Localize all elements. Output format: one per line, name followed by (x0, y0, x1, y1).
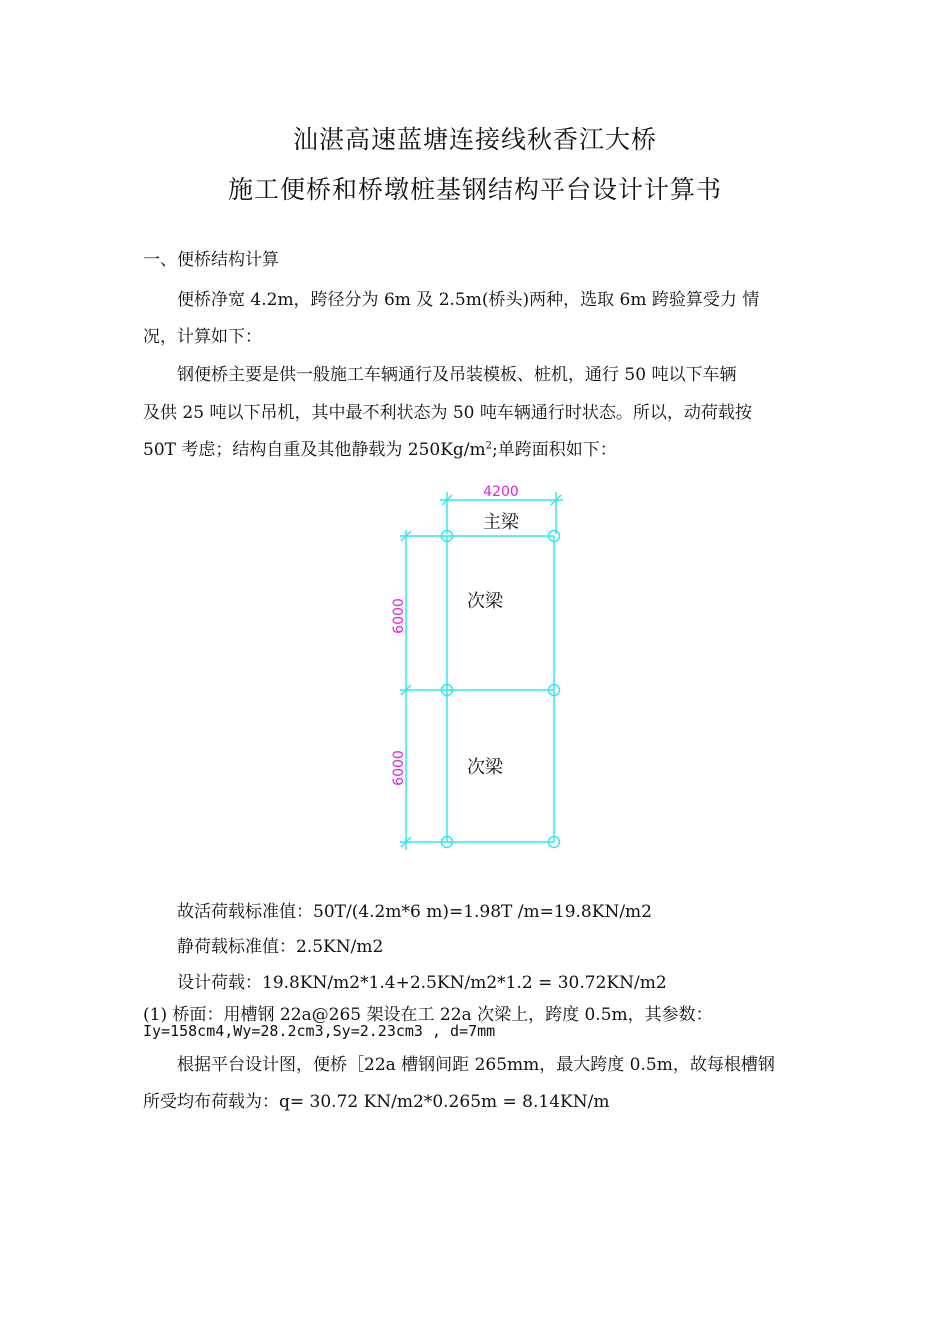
paragraph-2-line-3 (143, 435, 617, 460)
label-main-beam: 主梁 (483, 512, 519, 533)
dim-label-width: 4200 (483, 484, 519, 500)
item-1-line-1: (1) 桥面：用槽钢 22a@265 架设在工 22a 次梁上，跨度 0.5m，其参数： (143, 1005, 713, 1025)
document-title-line1: 汕湛高速蓝塘连接线秋香江大桥 (292, 125, 657, 154)
paragraph-1-line-2: 况，计算如下： (143, 327, 262, 347)
label-secondary-beam-lower: 次梁 (467, 757, 503, 778)
dim-label-lower-span: 6000 (391, 750, 407, 786)
item-1-parameters: Iy=158cm4,Wy=28.2cm3,Sy=2.23cm3 , d=7mm (143, 1022, 496, 1040)
dim-label-upper-span: 6000 (391, 598, 407, 634)
bridge-span-plan-drawing (370, 478, 590, 856)
drawing-lines (400, 492, 563, 850)
document-title-line2: 施工便桥和桥墩桩基钢结构平台设计计算书 (227, 175, 722, 204)
superscript-2: 2 (485, 440, 493, 452)
section-heading: 一、便桥结构计算 (143, 250, 279, 270)
label-secondary-beam-upper: 次梁 (467, 591, 503, 612)
paragraph-2-line-2: 及供 25 吨以下吊机，其中最不利状态为 50 吨车辆通行时状态。所以，动荷载按 (143, 403, 752, 423)
paragraph-2-line-3-text: 50T 考虑；结构自重及其他静载为 250Kg/m (143, 440, 486, 460)
paragraph-2-line-3-tail: ;单跨面积如下： (492, 440, 617, 460)
item-1-line-4: 所受均布荷载为：q= 30.72 KN/m2*0.265m = 8.14KN/m (143, 1092, 610, 1112)
paragraph-2-line-1: 钢便桥主要是供一般施工车辆通行及吊装模板、桩机，通行 50 吨以下车辆 (177, 365, 737, 385)
live-load-line: 故活荷载标准值：50T/(4.2m*6 m)=1.98T /m=19.8KN/m2 (177, 902, 652, 922)
item-1-line-3: 根据平台设计图，便桥［22a 槽钢间距 265mm，最大跨度 0.5m，故每根槽钢 (177, 1055, 775, 1075)
paragraph-1-line-1: 便桥净宽 4.2m，跨径分为 6m 及 2.5m(桥头)两种，选取 6m 跨验算受力 情 (177, 290, 760, 310)
design-load-line: 设计荷载：19.8KN/m2*1.4+2.5KN/m2*1.2 = 30.72KN/m2 (177, 973, 667, 993)
dead-load-line: 静荷载标准值：2.5KN/m2 (177, 937, 384, 957)
